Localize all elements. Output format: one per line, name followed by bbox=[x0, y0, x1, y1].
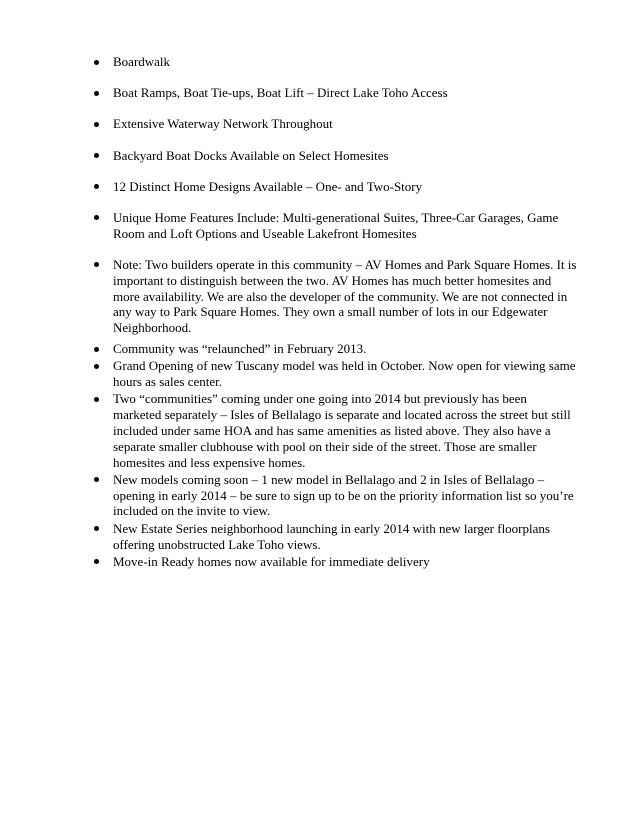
list-item-text: Boat Ramps, Boat Tie-ups, Boat Lift – Direct Lake Toho Access bbox=[113, 85, 448, 101]
list-item bbox=[113, 85, 578, 101]
list-item bbox=[113, 341, 578, 357]
list-item bbox=[113, 554, 578, 570]
list-item-text: Note: Two builders operate in this community – AV Homes and Park Square Homes. It is important to distinguish between the two. AV Homes has much better homesites and more availability. We are also the developer of the community. We are not connected in any way to Park Square Homes. They own a small number of lots in our Edgewater Neighborhood. bbox=[113, 256, 577, 336]
list-item bbox=[113, 391, 578, 470]
bullet-icon bbox=[94, 477, 99, 482]
bullet-icon bbox=[94, 397, 99, 402]
list-item-text: New models coming soon – 1 new model in Bellalago and 2 in Isles of Bellalago – opening in early 2014 – be sure to sign up to be on the priority information list so you’re included on the invite to view. bbox=[113, 471, 574, 519]
list-item bbox=[113, 358, 578, 390]
bullet-icon bbox=[94, 364, 99, 369]
list-item bbox=[113, 54, 578, 70]
list-item bbox=[113, 521, 578, 553]
list-item bbox=[113, 148, 578, 164]
list-item bbox=[113, 210, 578, 242]
list-item bbox=[113, 257, 578, 336]
bullet-icon bbox=[94, 153, 99, 158]
feature-bullet-list bbox=[113, 54, 578, 351]
list-item-text: Grand Opening of new Tuscany model was held in October. Now open for viewing same hours as sales center. bbox=[113, 358, 576, 390]
list-item-text: Move-in Ready homes now available for immediate delivery bbox=[113, 553, 430, 569]
list-item bbox=[113, 472, 578, 519]
bullet-icon bbox=[94, 215, 99, 220]
list-item-text: 12 Distinct Home Designs Available – One- and Two-Story bbox=[113, 178, 423, 194]
update-bullet-list bbox=[113, 341, 578, 571]
bullet-icon bbox=[94, 91, 99, 96]
list-item bbox=[113, 116, 578, 132]
bullet-icon bbox=[94, 60, 99, 65]
list-item-text: Extensive Waterway Network Throughout bbox=[113, 116, 333, 132]
list-item-text: Two “communities” coming under one going into 2014 but previously has been marketed separately – Isles of Bellalago is separate and located across the street but still included under same HOA and has same amenities as listed above. They also have a separate smaller clubhouse with pool on their side of the street. Those are smaller homesites and less expensive homes. bbox=[113, 391, 571, 470]
bullet-icon bbox=[94, 184, 99, 189]
bullet-icon bbox=[94, 526, 99, 531]
bullet-icon bbox=[94, 347, 99, 352]
list-item-text: Backyard Boat Docks Available on Select Homesites bbox=[113, 147, 389, 163]
bullet-icon bbox=[94, 559, 99, 564]
list-item-text: Unique Home Features Include: Multi-generational Suites, Three-Car Garages, Game Room and Loft Options and Useable Lakefront Homesites bbox=[113, 209, 559, 241]
list-item-text: Boardwalk bbox=[113, 54, 171, 69]
list-item bbox=[113, 179, 578, 195]
list-item-text: Community was “relaunched” in February 2013. bbox=[113, 341, 367, 356]
bullet-icon bbox=[94, 122, 99, 127]
list-item-text: New Estate Series neighborhood launching in early 2014 with new larger floorplans offering unobstructed Lake Toho views. bbox=[113, 520, 550, 552]
bullet-icon bbox=[94, 262, 99, 267]
